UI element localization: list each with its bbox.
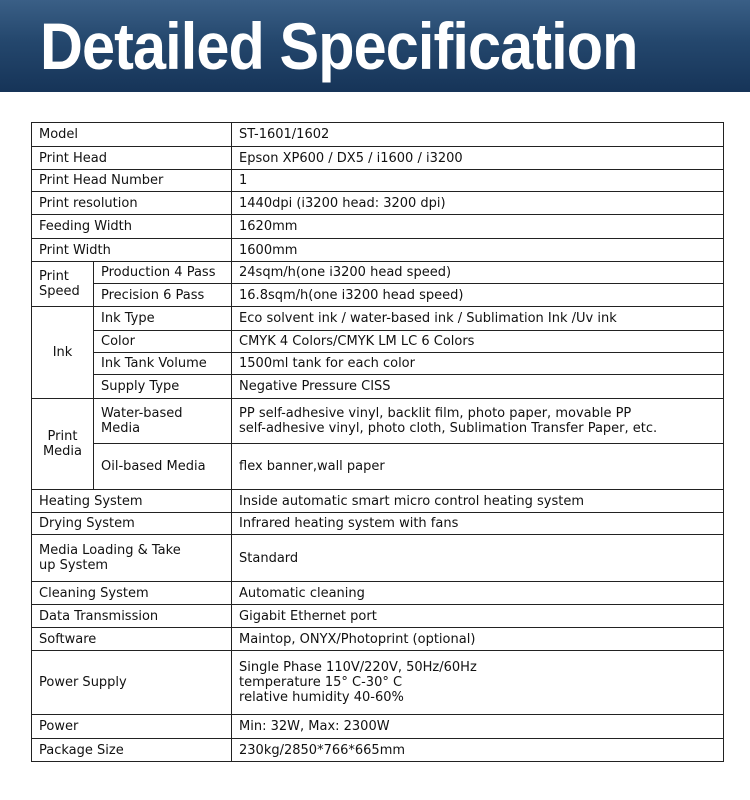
table-row [32,147,724,170]
spec-value-heating-system: Inside automatic smart micro control heating system [232,490,724,513]
spec-label-line: Media Loading & Take [39,543,181,558]
table-row [32,444,724,490]
spec-label-print-width: Print Width [32,239,232,262]
spec-group-label: Speed [39,284,80,299]
spec-label-print-head-number: Print Head Number [32,170,232,192]
table-row [32,353,724,375]
spec-label-heating-system: Heating System [32,490,232,513]
table-row [32,739,724,762]
spec-group-print-media [32,399,94,490]
spec-label-drying-system: Drying System [32,513,232,535]
table-row [32,628,724,651]
spec-value-software: Maintop, ONYX/Photoprint (optional) [232,628,724,651]
spec-value-package-size: 230kg/2850*766*665mm [232,739,724,762]
header-banner [0,0,750,92]
spec-group-label: Media [42,444,83,459]
spec-value-line: temperature 15° C-30° C [239,675,403,690]
spec-group-label: Print [39,269,69,284]
spec-value-data-transmission: Gigabit Ethernet port [232,605,724,628]
table-row [32,331,724,353]
spec-group-ink: Ink [32,307,94,399]
spec-label-feeding-width: Feeding Width [32,215,232,239]
spec-value-water-based-media [232,399,724,444]
spec-label-power-supply: Power Supply [32,651,232,715]
spec-value-precision-6-pass: 16.8sqm/h(one i3200 head speed) [232,284,724,307]
spec-value-print-head-number: 1 [232,170,724,192]
spec-label-line: up System [39,558,109,573]
table-row [32,239,724,262]
spec-value-media-loading: Standard [232,535,724,582]
spec-label-print-head: Print Head [32,147,232,170]
spec-label-media-loading [32,535,232,582]
spec-label-precision-6-pass: Precision 6 Pass [94,284,232,307]
spec-label-ink-tank-volume: Ink Tank Volume [94,353,232,375]
spec-value-line: self-adhesive vinyl, photo cloth, Sublimation Transfer Paper, etc. [239,421,658,436]
spec-value-cleaning-system: Automatic cleaning [232,582,724,605]
table-row [32,262,724,284]
spec-value-production-4-pass: 24sqm/h(one i3200 head speed) [232,262,724,284]
table-row [32,513,724,535]
page-title: Detailed Specification [40,9,638,83]
spec-value-line: Single Phase 110V/220V, 50Hz/60Hz [239,660,477,675]
spec-label-software: Software [32,628,232,651]
spec-group-label: Print [47,429,78,444]
spec-value-print-width: 1600mm [232,239,724,262]
spec-label-cleaning-system: Cleaning System [32,582,232,605]
table-row [32,535,724,582]
spec-label-oil-based-media: Oil-based Media [94,444,232,490]
spec-value-power-supply [232,651,724,715]
table-row [32,215,724,239]
table-row [32,307,724,331]
spec-value-line: relative humidity 40-60% [239,690,404,705]
spec-value-drying-system: Infrared heating system with fans [232,513,724,535]
spec-label-data-transmission: Data Transmission [32,605,232,628]
specification-table [31,122,724,762]
table-row [32,605,724,628]
spec-label-ink-type: Ink Type [94,307,232,331]
spec-label-production-4-pass: Production 4 Pass [94,262,232,284]
spec-value-print-head: Epson XP600 / DX5 / i1600 / i3200 [232,147,724,170]
spec-label-model: Model [32,123,232,147]
table-row [32,284,724,307]
spec-value-model: ST-1601/1602 [232,123,724,147]
table-row [32,715,724,739]
spec-label-power: Power [32,715,232,739]
table-row [32,192,724,215]
spec-label-water-based-media: Water-based Media [94,399,232,444]
table-row [32,651,724,715]
spec-value-ink-type: Eco solvent ink / water-based ink / Sublimation Ink /Uv ink [232,307,724,331]
spec-value-oil-based-media: flex banner,wall paper [232,444,724,490]
spec-value-power: Min: 32W, Max: 2300W [232,715,724,739]
table-row [32,582,724,605]
table-row [32,375,724,399]
spec-label-print-resolution: Print resolution [32,192,232,215]
spec-label-package-size: Package Size [32,739,232,762]
spec-label-color: Color [94,331,232,353]
spec-group-print-speed [32,262,94,307]
spec-label-supply-type: Supply Type [94,375,232,399]
spec-value-ink-tank-volume: 1500ml tank for each color [232,353,724,375]
table-row [32,123,724,147]
spec-value-line: PP self-adhesive vinyl, backlit film, photo paper, movable PP [239,406,632,421]
spec-value-supply-type: Negative Pressure CISS [232,375,724,399]
table-row [32,170,724,192]
spec-value-color: CMYK 4 Colors/CMYK LM LC 6 Colors [232,331,724,353]
spec-value-print-resolution: 1440dpi (i3200 head: 3200 dpi) [232,192,724,215]
table-row [32,399,724,444]
table-row [32,490,724,513]
spec-value-feeding-width: 1620mm [232,215,724,239]
